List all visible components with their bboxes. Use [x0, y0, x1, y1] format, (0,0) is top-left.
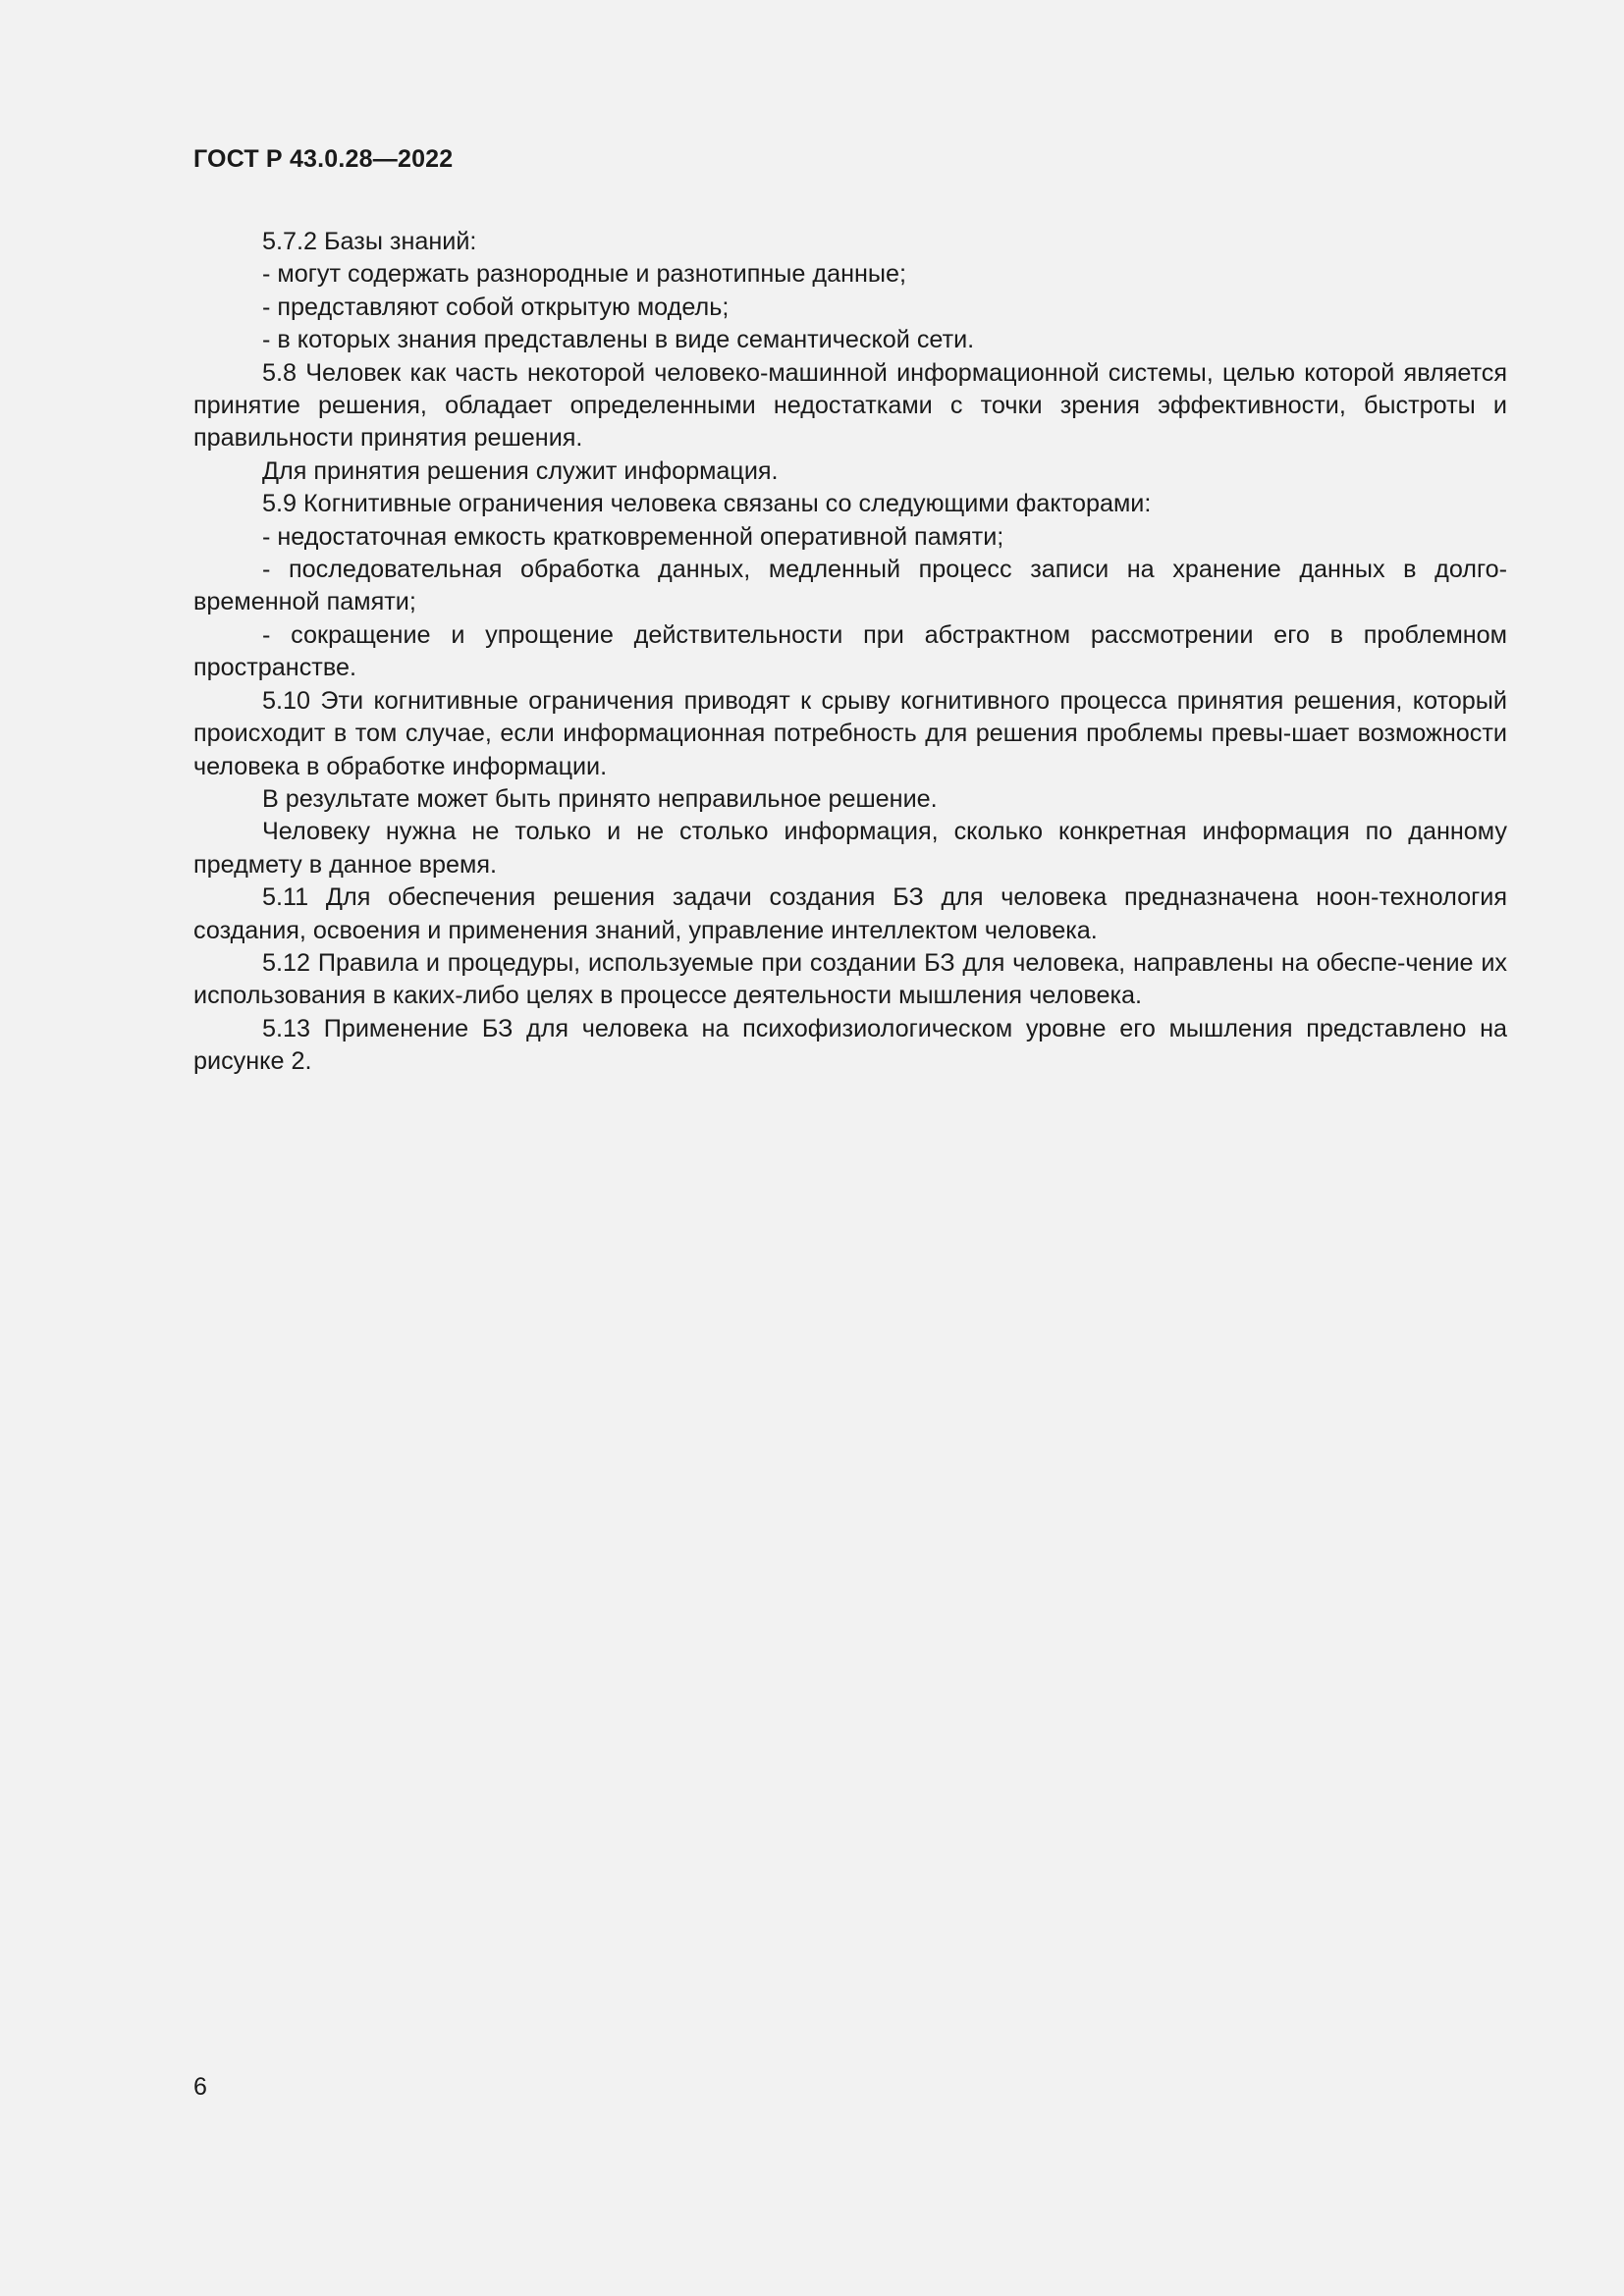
paragraph: 5.9 Когнитивные ограничения человека связаны со следующими факторами: [262, 490, 1152, 518]
paragraph: 5.12 Правила и процедуры, используемые при создании БЗ для человека, направлены на обеспе-чение их использования в каких-либо целях в процессе деятельности мышления человека. [193, 948, 1507, 1010]
paragraph: 5.8 Человек как часть некоторой человеко-машинной информационной системы, целью которой является принятие решения, обладает определенными недостатками с точки зрения эффективности, быстроты и правильности принятия решения. [193, 358, 1507, 453]
paragraph: - могут содержать разнородные и разнотипные данные; [262, 260, 907, 289]
paragraph: 5.13 Применение БЗ для человека на психофизиологическом уровне его мышления представлено на рисунке 2. [193, 1014, 1507, 1076]
paragraph: - недостаточная емкость кратковременной оперативной памяти; [262, 522, 1004, 551]
paragraph: - представляют собой открытую модель; [262, 293, 730, 321]
paragraph: 5.7.2 Базы знаний: [262, 228, 477, 255]
document-code-header: ГОСТ Р 43.0.28—2022 [193, 145, 454, 173]
paragraph: - последовательная обработка данных, медленный процесс записи на хранение данных в долго-временной памяти; [193, 556, 1507, 616]
document-body [193, 226, 1507, 1079]
paragraph: Для принятия решения служит информация. [262, 456, 779, 485]
page-number: 6 [193, 2073, 207, 2101]
paragraph: - сокращение и упрощение действительности при абстрактном рассмотрении его в проблемном пространстве. [193, 620, 1507, 682]
paragraph: 5.10 Эти когнитивные ограничения приводят к срыву когнитивного процесса принятия решения, который происходит в том случае, если информационная потребность для решения проблемы превы-шает возможности человека в обработке информации. [193, 686, 1507, 780]
paragraph: 5.11 Для обеспечения решения задачи создания БЗ для человека предназначена ноон-технология создания, освоения и применения знаний, управление интеллектом человека. [193, 883, 1507, 944]
paragraph: В результате может быть принято неправильное решение. [262, 784, 938, 813]
paragraph: - в которых знания представлены в виде семантической сети. [262, 326, 975, 354]
paragraph: Человеку нужна не только и не столько информация, сколько конкретная информация по данному предмету в данное время. [193, 818, 1507, 879]
